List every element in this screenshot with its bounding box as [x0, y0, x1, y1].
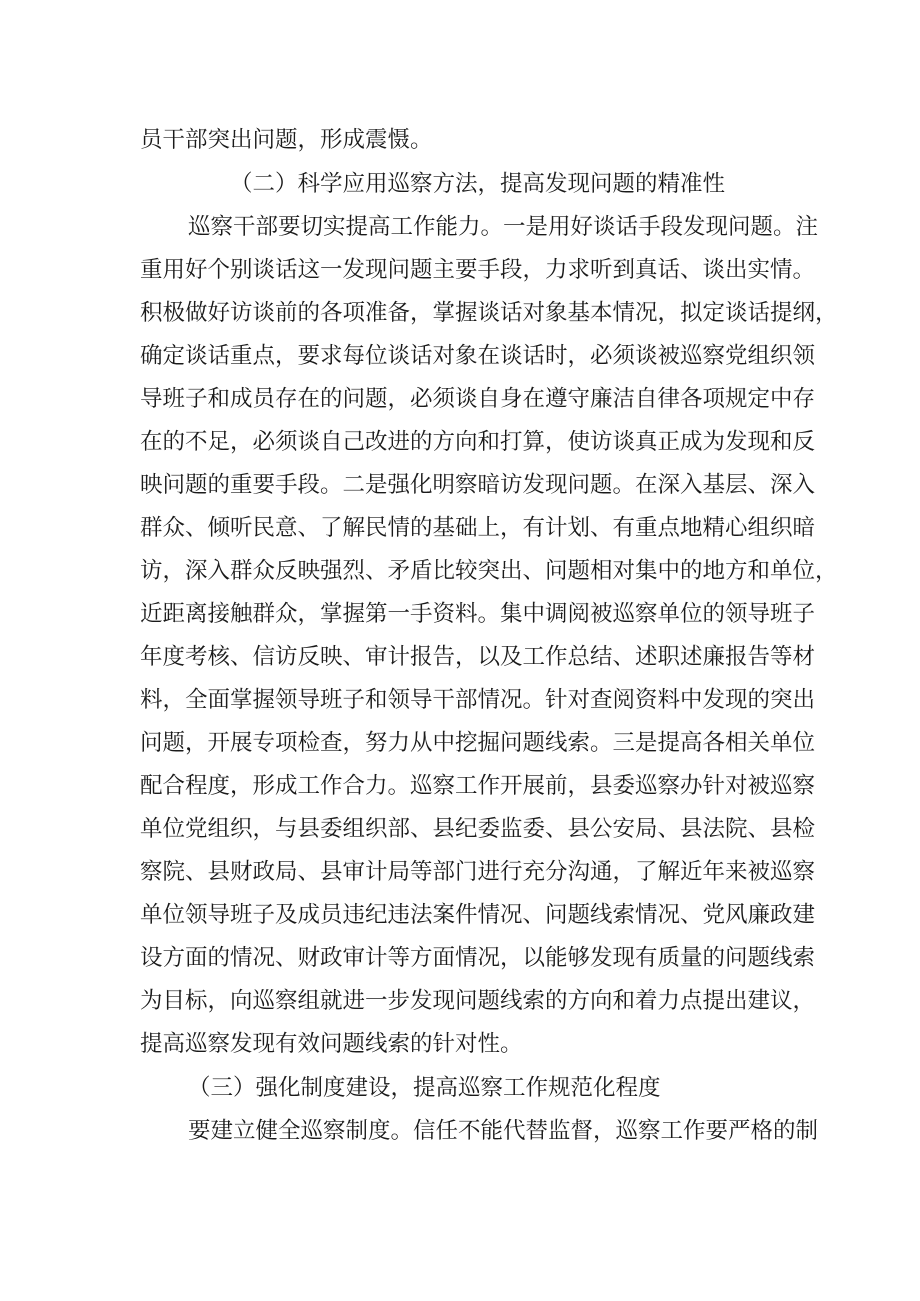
paragraph-line: 重用好个别谈话这一发现问题主要手段，力求听到真话、谈出实情。	[140, 257, 816, 283]
paragraph-line: 巡察干部要切实提高工作能力。一是用好谈话手段发现问题。注	[188, 214, 819, 240]
paragraph-line: 设方面的情况、财政审计等方面情况，以能够发现有质量的问题线索	[140, 945, 816, 971]
paragraph-line: 确定谈话重点，要求每位谈话对象在谈话时，必须谈被巡察党组织领	[140, 343, 816, 369]
paragraph-line: 察院、县财政局、县审计局等部门进行充分沟通，了解近年来被巡察	[140, 859, 816, 885]
section-heading-3: （三）强化制度建设，提高巡察工作规范化程度	[188, 1075, 661, 1101]
paragraph-line: 为目标，向巡察组就进一步发现问题线索的方向和着力点提出建议，	[140, 988, 816, 1014]
paragraph-line: 访，深入群众反映强烈、矛盾比较突出、问题相对集中的地方和单位，	[140, 558, 838, 584]
paragraph-line: 料，全面掌握领导班子和领导干部情况。针对查阅资料中发现的突出	[140, 687, 816, 713]
paragraph-line: 积极做好访谈前的各项准备，掌握谈话对象基本情况，拟定谈话提纲，	[140, 300, 838, 326]
paragraph-line: 单位领导班子及成员违纪违法案件情况、问题线索情况、党风廉政建	[140, 902, 816, 928]
paragraph-line: 单位党组织，与县委组织部、县纪委监委、县公安局、县法院、县检	[140, 816, 816, 842]
paragraph-line: 员干部突出问题，形成震慑。	[140, 127, 433, 153]
paragraph-line: 问题，开展专项检查，努力从中挖掘问题线索。三是提高各相关单位	[140, 730, 816, 756]
paragraph-line: 映问题的重要手段。二是强化明察暗访发现问题。在深入基层、深入	[140, 472, 816, 498]
paragraph-line: 导班子和成员存在的问题，必须谈自身在遵守廉洁自律各项规定中存	[140, 386, 816, 412]
paragraph-line: 要建立健全巡察制度。信任不能代替监督，巡察工作要严格的制	[188, 1118, 819, 1144]
paragraph-line: 年度考核、信访反映、审计报告，以及工作总结、述职述廉报告等材	[140, 644, 816, 670]
section-heading-2: （二）科学应用巡察方法，提高发现问题的精准性	[230, 171, 726, 197]
paragraph-line: 群众、倾听民意、了解民情的基础上，有计划、有重点地精心组织暗	[140, 515, 816, 541]
paragraph-line: 提高巡察发现有效问题线索的针对性。	[140, 1031, 523, 1057]
paragraph-line: 近距离接触群众，掌握第一手资料。集中调阅被巡察单位的领导班子	[140, 601, 816, 627]
paragraph-line: 在的不足，必须谈自己改进的方向和打算，使访谈真正成为发现和反	[140, 429, 816, 455]
paragraph-line: 配合程度，形成工作合力。巡察工作开展前，县委巡察办针对被巡察	[140, 773, 816, 799]
